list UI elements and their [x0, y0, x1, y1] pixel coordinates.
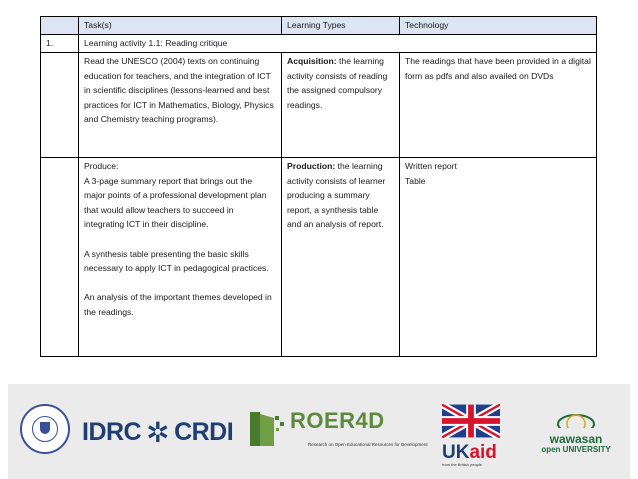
ukaid-aid: aid [469, 442, 497, 463]
task-summary-report: A 3-page summary report that brings out the major points of a professional development plan that would allow teachers to succeed in integrating ICT in their discipline. [84, 175, 267, 230]
task-cell: Read the UNESCO (2004) texts on continuing education for teachers, and the integration of ICT in scientific disciplines (lessons-learned and best practices for ICT in Mathematics, Biology, Physics and Chemistry teaching programs). [79, 53, 282, 158]
university-seal-logo [20, 404, 70, 454]
roer4d-tagline: Research on Open Educational Resources for Development [308, 442, 428, 447]
union-jack-icon [442, 404, 500, 438]
header-learning-types: Learning Types [282, 17, 400, 35]
technology-table: Table [405, 175, 426, 186]
idrc-crdi-logo [82, 416, 233, 449]
roer4d-book-icon [248, 408, 286, 450]
technology-cell: The readings that have been provided in a digital form as pdfs and also availed on DVDs [400, 53, 597, 158]
technology-cell [400, 158, 597, 357]
idrc-text: IDRC [82, 418, 142, 446]
learning-type-label: Production: [287, 161, 336, 171]
task-analysis: An analysis of the important themes developed in the readings. [84, 292, 272, 317]
header-number [41, 17, 79, 35]
learning-type-text: the learning activity consists of learner producing a summary report, a synthesis table and an analysis of report. [287, 161, 386, 230]
empty-cell [41, 53, 79, 158]
wawasan-open-university-logo [536, 412, 616, 454]
learning-type-text: the learning activity consists of reading the assigned compulsory readings. [287, 56, 388, 110]
empty-cell [41, 158, 79, 357]
ukaid-uk: UK [442, 442, 470, 463]
wawasan-word: wawasan [549, 432, 603, 446]
table-header-row [41, 17, 597, 35]
row-number: 1. [41, 35, 79, 53]
task-produce-title: Produce: [84, 161, 119, 171]
sponsor-logo-bar [8, 384, 630, 479]
ukaid-from: from the British people [442, 462, 483, 467]
wawasan-subword: open UNIVERSITY [541, 445, 611, 454]
task-synthesis-table: A synthesis table presenting the basic skills necessary to apply ICT in pedagogical practices. [84, 248, 269, 274]
learning-type-cell [282, 158, 400, 357]
learning-type-cell [282, 53, 400, 158]
header-technology: Technology [400, 17, 597, 35]
ukaid-logo [442, 404, 500, 467]
learning-type-label: Acquisition: [287, 56, 337, 66]
table-row [41, 158, 597, 357]
table-row [41, 53, 597, 158]
task-cell [79, 158, 282, 357]
crdi-text: CRDI [174, 418, 234, 446]
header-tasks: Task(s) [79, 17, 282, 35]
technology-written-report: Written report [405, 161, 457, 171]
activity-table [40, 16, 597, 357]
roer4d-wordmark: ROER4D [290, 408, 385, 433]
idrc-emblem-icon: ✲ [146, 417, 170, 448]
wawasan-globe-icon [536, 412, 616, 428]
activity-title: Learning activity 1.1: Reading critique [79, 35, 597, 53]
table-row [41, 35, 597, 53]
